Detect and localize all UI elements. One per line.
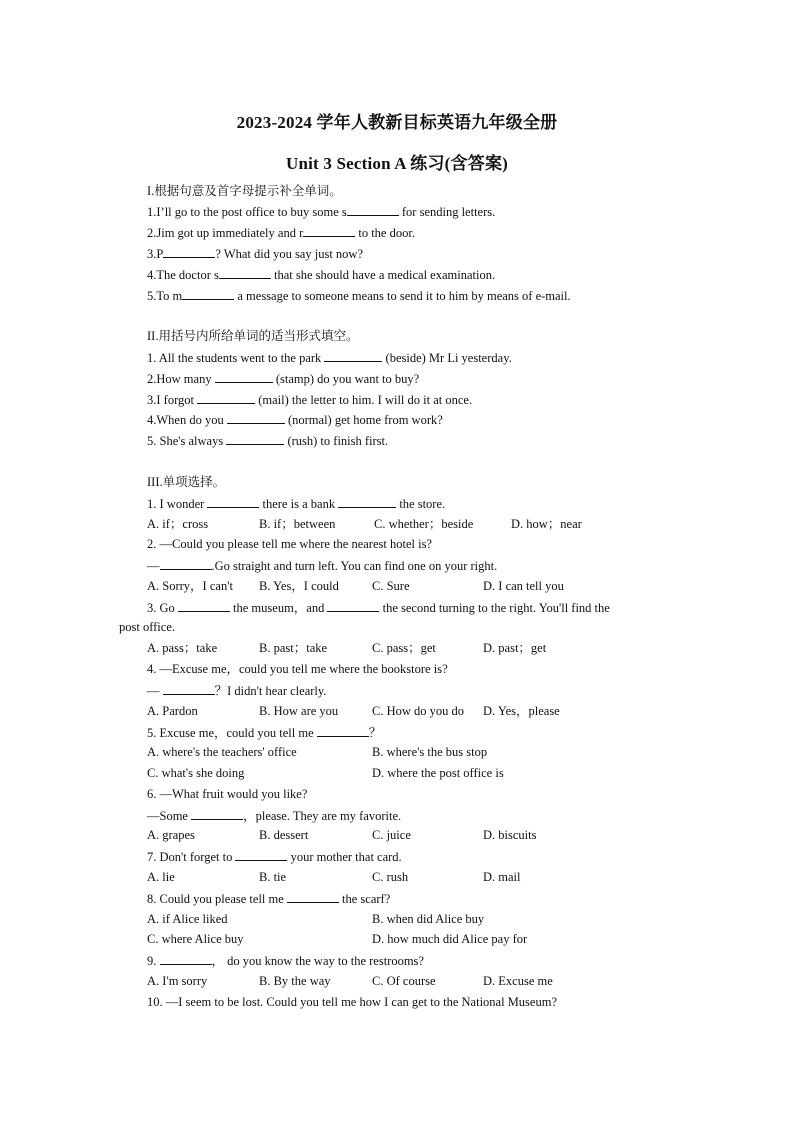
answer-blank[interactable]: [163, 245, 215, 258]
q4-option-b[interactable]: B. How are you: [259, 704, 339, 718]
section-3-heading: III.单项选择。: [147, 475, 226, 489]
q9-option-c[interactable]: C. Of course: [372, 974, 436, 988]
section-1-item-5: 5.To m a message to someone means to send it to him by means of e-mail.: [147, 289, 571, 303]
answer-blank[interactable]: [327, 599, 379, 612]
question-4: 4. —Excuse me，could you tell me where the bookstore is?: [147, 662, 448, 676]
section-2-item-5: 5. She's always (rush) to finish first.: [147, 434, 389, 448]
answer-blank[interactable]: [338, 495, 396, 508]
q3-option-c[interactable]: C. pass；get: [372, 641, 436, 655]
question-10: 10. —I seem to be lost. Could you tell me how I can get to the National Museum?: [147, 995, 557, 1009]
section-1-item-3: 3.P ? What did you say just now?: [147, 247, 363, 261]
question-6: 6. —What fruit would you like?: [147, 787, 308, 801]
answer-blank[interactable]: [207, 495, 259, 508]
document-title: 2023-2024 学年人教新目标英语九年级全册: [236, 113, 558, 132]
q8-option-b[interactable]: B. when did Alice buy: [372, 912, 485, 926]
q2-option-b[interactable]: B. Yes，I could: [259, 579, 339, 593]
q3-option-d[interactable]: D. past；get: [483, 641, 547, 655]
section-1-heading: I.根据句意及首字母提示补全单词。: [147, 184, 342, 198]
answer-blank[interactable]: [160, 557, 212, 570]
q4-option-d[interactable]: D. Yes，please: [483, 704, 560, 718]
answer-blank[interactable]: [227, 411, 285, 424]
q9-option-a[interactable]: A. I'm sorry: [147, 974, 208, 988]
q7-option-c[interactable]: C. rush: [372, 870, 409, 884]
q4-option-c[interactable]: C. How do you do: [372, 704, 465, 718]
q6-option-b[interactable]: B. dessert: [259, 828, 309, 842]
q5-option-b[interactable]: B. where's the bus stop: [372, 745, 488, 759]
answer-blank[interactable]: [163, 682, 215, 695]
section-2-item-4: 4.When do you (normal) get home from work?: [147, 413, 443, 427]
question-7: 7. Don't forget to your mother that card.: [147, 850, 402, 864]
q8-option-a[interactable]: A. if Alice liked: [147, 912, 228, 926]
question-6-response: —Some ，please. They are my favorite.: [147, 809, 402, 823]
answer-blank[interactable]: [182, 287, 234, 300]
q8-option-d[interactable]: D. how much did Alice pay for: [372, 932, 528, 946]
answer-blank[interactable]: [303, 224, 355, 237]
q7-option-d[interactable]: D. mail: [483, 870, 521, 884]
answer-blank[interactable]: [197, 391, 255, 404]
q9-option-b[interactable]: B. By the way: [259, 974, 331, 988]
answer-blank[interactable]: [324, 349, 382, 362]
question-5: 5. Excuse me，could you tell me ？: [147, 726, 382, 740]
question-1: 1. I wonder there is a bank the store.: [147, 497, 446, 511]
question-4-response: — ？I didn't hear clearly.: [147, 684, 327, 698]
q1-option-c[interactable]: C. whether；beside: [374, 517, 474, 531]
q5-option-c[interactable]: C. what's she doing: [147, 766, 245, 780]
section-2-heading: II.用括号内所给单词的适当形式填空。: [147, 329, 359, 343]
q1-option-a[interactable]: A. if；cross: [147, 517, 209, 531]
q2-option-d[interactable]: D. I can tell you: [483, 579, 564, 593]
question-3-continued: post office.: [119, 620, 176, 634]
q5-option-d[interactable]: D. where the post office is: [372, 766, 504, 780]
q1-option-b[interactable]: B. if；between: [259, 517, 336, 531]
q3-option-b[interactable]: B. past；take: [259, 641, 328, 655]
section-2-item-1: 1. All the students went to the park (beside) Mr Li yesterday.: [147, 351, 512, 365]
answer-blank[interactable]: [235, 848, 287, 861]
answer-blank[interactable]: [287, 890, 339, 903]
section-1-item-2: 2.Jim got up immediately and r to the door.: [147, 226, 415, 240]
q7-option-b[interactable]: B. tie: [259, 870, 287, 884]
q6-option-c[interactable]: C. juice: [372, 828, 411, 842]
answer-blank[interactable]: [191, 807, 243, 820]
question-8: 8. Could you please tell me the scarf?: [147, 892, 391, 906]
question-3: 3. Go the museum，and the second turning to the right. You'll find the: [147, 601, 610, 615]
question-2: 2. —Could you please tell me where the nearest hotel is?: [147, 537, 432, 551]
answer-blank[interactable]: [347, 203, 399, 216]
q3-option-a[interactable]: A. pass；take: [147, 641, 218, 655]
section-1-item-4: 4.The doctor s that she should have a medical examination.: [147, 268, 496, 282]
q8-option-c[interactable]: C. where Alice buy: [147, 932, 244, 946]
q6-option-d[interactable]: D. biscuits: [483, 828, 537, 842]
document-subtitle: Unit 3 Section A 练习(含答案): [285, 154, 509, 173]
answer-blank[interactable]: [219, 266, 271, 279]
question-2-response: — .Go straight and turn left. You can find one on your right.: [147, 559, 498, 573]
q7-option-a[interactable]: A. lie: [147, 870, 175, 884]
q1-option-d[interactable]: D. how；near: [511, 517, 582, 531]
section-2-item-3: 3.I forgot (mail) the letter to him. I will do it at once.: [147, 393, 473, 407]
q2-option-c[interactable]: C. Sure: [372, 579, 410, 593]
question-9: 9. ， do you know the way to the restrooms?: [147, 954, 424, 968]
answer-blank[interactable]: [160, 952, 212, 965]
q6-option-a[interactable]: A. grapes: [147, 828, 195, 842]
answer-blank[interactable]: [178, 599, 230, 612]
section-2-item-2: 2.How many (stamp) do you want to buy?: [147, 372, 420, 386]
answer-blank[interactable]: [317, 724, 369, 737]
answer-blank[interactable]: [215, 370, 273, 383]
section-1-item-1: 1.I’ll go to the post office to buy some s for sending letters.: [147, 205, 496, 219]
answer-blank[interactable]: [226, 432, 284, 445]
q9-option-d[interactable]: D. Excuse me: [483, 974, 553, 988]
q2-option-a[interactable]: A. Sorry，I can't: [147, 579, 233, 593]
q5-option-a[interactable]: A. where's the teachers' office: [147, 745, 297, 759]
q4-option-a[interactable]: A. Pardon: [147, 704, 198, 718]
